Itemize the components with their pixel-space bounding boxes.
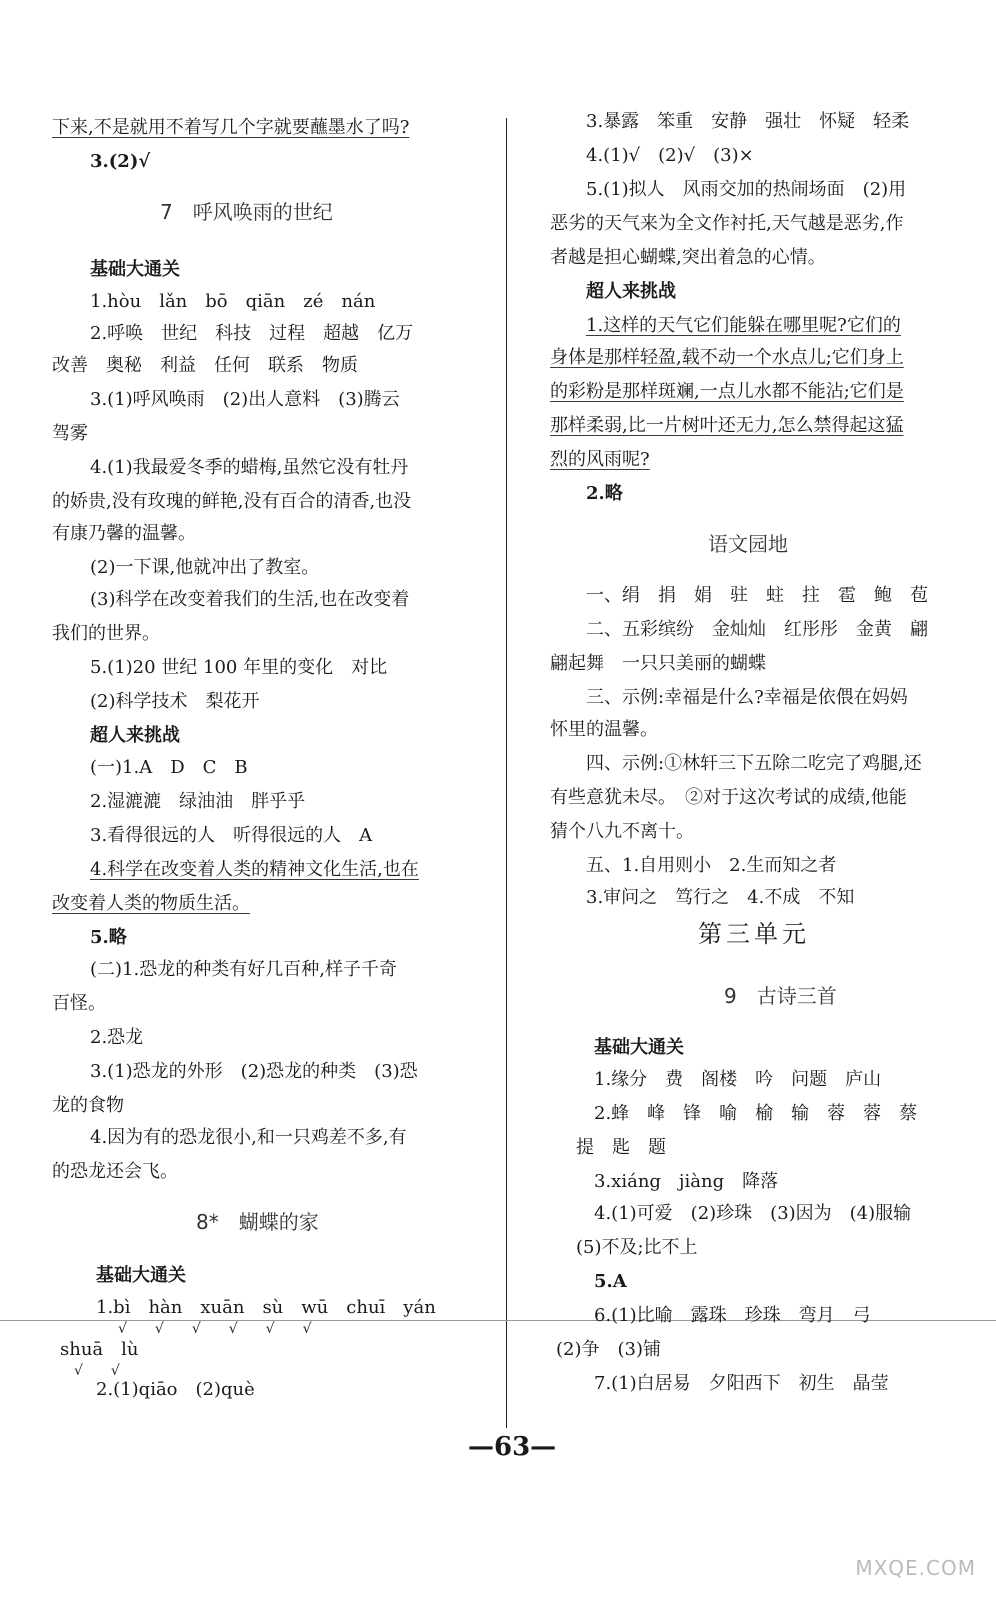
text-line: (5)不及;比不上 bbox=[576, 1237, 698, 1258]
text-line: 那样柔弱,比一片树叶还无力,怎么禁得起这猛 bbox=[550, 415, 904, 436]
text-line: (2)一下课,他就冲出了教室。 bbox=[90, 557, 320, 578]
text-line: (3)科学在改变着我们的生活,也在改变着 bbox=[90, 589, 410, 610]
section-title: 7 呼风唤雨的世纪 bbox=[160, 200, 333, 224]
text-line: 5.(1)拟人 风雨交加的热闹场面 (2)用 bbox=[586, 179, 907, 200]
text-line: 2.湿漉漉 绿油油 胖乎乎 bbox=[90, 791, 306, 812]
text-line: 翩起舞 一只只美丽的蝴蝶 bbox=[550, 653, 766, 674]
text-line: 5.A bbox=[594, 1271, 627, 1292]
text-line: 4.科学在改变着人类的精神文化生活,也在 bbox=[90, 859, 419, 880]
watermark-logo: MXQE.COM bbox=[855, 1556, 976, 1580]
text-line: 3.(1)呼风唤雨 (2)出人意料 (3)腾云 bbox=[90, 389, 400, 410]
text-line: 4.(1)√ (2)√ (3)× bbox=[586, 145, 754, 166]
text-line: 下来,不是就用不着写几个字就要蘸墨水了吗? bbox=[52, 117, 410, 138]
text-line: 2.略 bbox=[586, 483, 623, 504]
text-line: 改善 奥秘 利益 任何 联系 物质 bbox=[52, 355, 358, 376]
checkmark-row: √ √ bbox=[74, 1363, 120, 1379]
unit-title: 第三单元 bbox=[698, 920, 810, 948]
text-line: 提 匙 题 bbox=[576, 1137, 666, 1158]
text-line: (一)1.A D C B bbox=[90, 757, 248, 778]
text-line: 有康乃馨的温馨。 bbox=[52, 523, 196, 544]
text-line: 改变着人类的物质生活。 bbox=[52, 893, 250, 914]
text-line: 5.(1)20 世纪 100 年里的变化 对比 bbox=[90, 657, 388, 678]
text-line: 4.(1)可爱 (2)珍珠 (3)因为 (4)服输 bbox=[594, 1203, 912, 1224]
text-line: 的恐龙还会飞。 bbox=[52, 1161, 178, 1182]
text-line: 四、示例:①林轩三下五除二吃完了鸡腿,还 bbox=[586, 753, 922, 774]
text-line: 猜个八九不离十。 bbox=[550, 821, 694, 842]
text-line: 3.审问之 笃行之 4.不成 不知 bbox=[586, 887, 855, 908]
text-line: 者越是担心蝴蝶,突出着急的心情。 bbox=[550, 247, 826, 268]
text-line: 的彩粉是那样斑斓,一点儿水都不能沾;它们是 bbox=[550, 381, 904, 402]
section-heading: 基础大通关 bbox=[594, 1037, 684, 1058]
text-line: 4.因为有的恐龙很小,和一只鸡差不多,有 bbox=[90, 1127, 407, 1148]
text-line: (二)1.恐龙的种类有好几百种,样子千奇 bbox=[90, 959, 397, 980]
text-line: 我们的世界。 bbox=[52, 623, 160, 644]
text-line: 一、绢 捐 娟 驻 蛀 拄 雹 鲍 苞 bbox=[586, 585, 928, 606]
text-line: (2)争 (3)铺 bbox=[556, 1339, 661, 1360]
text-line: 1.bì hàn xuān sù wū chuī yán bbox=[96, 1297, 436, 1318]
text-line: 2.(1)qiāo (2)què bbox=[96, 1379, 255, 1400]
text-line: 身体是那样轻盈,载不动一个水点儿;它们身上 bbox=[550, 347, 904, 368]
section-heading: 基础大通关 bbox=[96, 1265, 186, 1286]
text-line: 1.这样的天气它们能躲在哪里呢?它们的 bbox=[586, 315, 901, 336]
section-title: 8* 蝴蝶的家 bbox=[196, 1210, 319, 1234]
text-line: 怀里的温馨。 bbox=[550, 719, 658, 740]
page-number: —63— bbox=[468, 1432, 557, 1462]
text-line: 五、1.自用则小 2.生而知之者 bbox=[586, 855, 837, 876]
section-heading: 基础大通关 bbox=[90, 259, 180, 280]
text-line: 百怪。 bbox=[52, 993, 106, 1014]
text-line: 二、五彩缤纷 金灿灿 红彤彤 金黄 翩 bbox=[586, 619, 928, 640]
section-title: 9 古诗三首 bbox=[724, 984, 837, 1008]
text-line: 3.(2)√ bbox=[90, 151, 151, 172]
text-line: 3.暴露 笨重 安静 强壮 怀疑 轻柔 bbox=[586, 111, 910, 132]
text-line: 4.(1)我最爱冬季的蜡梅,虽然它没有牡丹 bbox=[90, 457, 409, 478]
text-line: 7.(1)白居易 夕阳西下 初生 晶莹 bbox=[594, 1373, 889, 1394]
text-line: (2)科学技术 梨花开 bbox=[90, 691, 260, 712]
text-line: 的娇贵,没有玫瑰的鲜艳,没有百合的清香,也没 bbox=[52, 491, 412, 512]
section-title: 语文园地 bbox=[708, 532, 788, 556]
section-heading: 超人来挑战 bbox=[90, 725, 180, 746]
text-line: 3.(1)恐龙的外形 (2)恐龙的种类 (3)恐 bbox=[90, 1061, 418, 1082]
text-line: 恶劣的天气来为全文作衬托,天气越是恶劣,作 bbox=[550, 213, 904, 234]
column-divider bbox=[506, 118, 507, 1428]
text-line: 3.xiáng jiàng 降落 bbox=[594, 1171, 779, 1192]
text-line: 有些意犹未尽。 ②对于这次考试的成绩,他能 bbox=[550, 787, 907, 808]
text-line: 驾雾 bbox=[52, 423, 88, 444]
text-line: 3.看得很远的人 听得很远的人 A bbox=[90, 825, 373, 846]
text-line: 1.缘分 费 阁楼 吟 问题 庐山 bbox=[594, 1069, 882, 1090]
text-line: 三、示例:幸福是什么?幸福是依偎在妈妈 bbox=[586, 687, 908, 708]
text-line: 1.hòu lǎn bō qiān zé nán bbox=[90, 291, 376, 312]
text-line: 龙的食物 bbox=[52, 1095, 124, 1116]
section-heading: 超人来挑战 bbox=[586, 281, 676, 302]
text-line: 2.呼唤 世纪 科技 过程 超越 亿万 bbox=[90, 323, 414, 344]
text-line: 2.蜂 峰 锋 喻 榆 输 蓉 蓉 蔡 bbox=[594, 1103, 918, 1124]
text-line: 5.略 bbox=[90, 927, 127, 948]
text-line: shuā lù bbox=[60, 1339, 139, 1360]
text-line: 2.恐龙 bbox=[90, 1027, 144, 1048]
text-line: 烈的风雨呢? bbox=[550, 449, 650, 470]
checkmark-row: √ √ √ √ √ √ bbox=[118, 1321, 312, 1337]
text-line: 6.(1)比喻 露珠 珍珠 弯月 弓 bbox=[594, 1305, 871, 1326]
